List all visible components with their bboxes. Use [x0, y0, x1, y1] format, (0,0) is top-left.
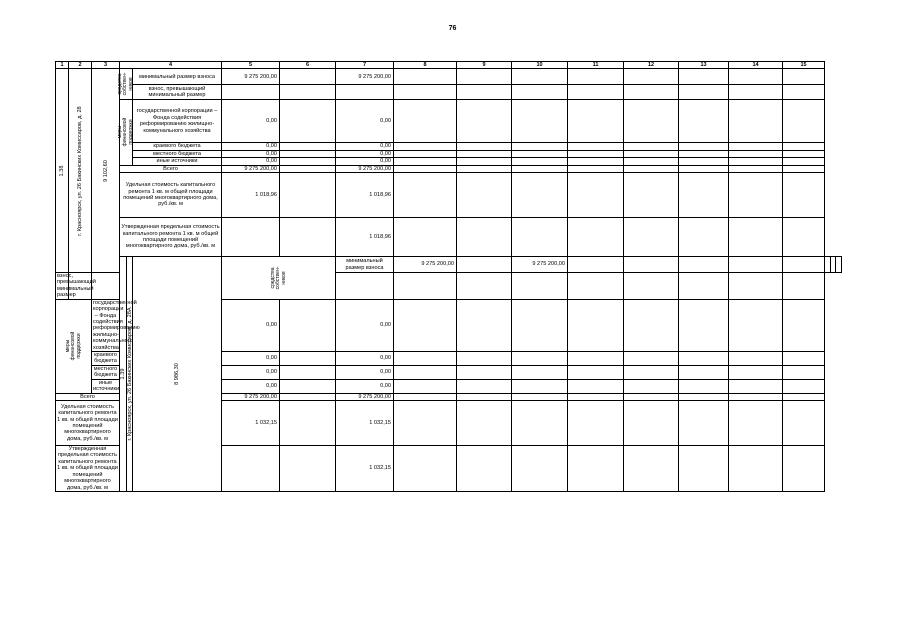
column-header: 13 [679, 62, 729, 69]
table-row [56, 150, 842, 157]
table-row [56, 257, 842, 273]
column-header: 5 [222, 62, 280, 69]
column-header: 1 [56, 62, 69, 69]
column-header: 7 [336, 62, 394, 69]
page-number: 76 [448, 25, 457, 32]
cell-value: 9 275 200,00 [512, 257, 568, 273]
support-measures-label: меры финансовой поддержки [56, 299, 92, 393]
cell-value: 0,00 [222, 299, 280, 351]
cell-value: 0,00 [336, 150, 394, 157]
unit-cost-label: Удельная стоимость капитального ремонта 1 кв. м общей площади помещений многоквартирного дома, руб./кв. м [120, 173, 222, 218]
owner-funds-label: средства собствен- ников [120, 69, 133, 100]
cell-value: 0,00 [336, 379, 394, 393]
table-row [56, 158, 842, 165]
cell-value: 0,00 [336, 352, 394, 366]
record-number: 1.38 [56, 69, 69, 273]
cell-value: 0,00 [222, 150, 280, 157]
min-contribution-label: минимальный размер взноса [133, 69, 222, 85]
record-area: 8 986,30 [133, 257, 222, 492]
regional-budget-label: краевого бюджета [133, 143, 222, 150]
column-header: 8 [394, 62, 457, 69]
cell-value: 9 275 200,00 [222, 69, 280, 85]
regional-budget-label: краевого бюджета [92, 352, 120, 366]
local-budget-label: местного бюджета [92, 365, 120, 379]
column-header: 2 [69, 62, 92, 69]
approved-limit-label: Утвержденная предельная стоимость капитального ремонта 1 кв. м общей площади помещений многоквартирного дома, руб./кв. м [120, 218, 222, 257]
owner-funds-label: средства собствен- ников [222, 257, 336, 300]
cell-value: 1 018,96 [336, 218, 394, 257]
total-label: Всего [120, 165, 222, 172]
cell-value: 0,00 [336, 158, 394, 165]
cell-value: 0,00 [222, 158, 280, 165]
table-row [56, 218, 842, 257]
column-header: 9 [457, 62, 512, 69]
cell-value: 0,00 [222, 143, 280, 150]
column-header: 3 [92, 62, 120, 69]
column-header: 6 [280, 62, 336, 69]
cell-value: 0,00 [336, 143, 394, 150]
record-number: 1.39 [120, 257, 127, 492]
cell-value: 0,00 [222, 100, 280, 143]
cell-value: 9 275 200,00 [336, 393, 394, 400]
column-header: 14 [729, 62, 783, 69]
capital-repair-table [55, 61, 842, 492]
table-row [56, 100, 842, 143]
table-row [56, 85, 842, 100]
table-row [56, 143, 842, 150]
table-row [56, 165, 842, 172]
state-corp-label: государственной корпорации – Фонда содействия реформированию жилищно-коммунального хозяйства [133, 100, 222, 143]
cell-value: 0,00 [222, 379, 280, 393]
table-row [56, 69, 842, 85]
cell-value: 1 032,15 [336, 401, 394, 446]
cell-value: 0,00 [336, 100, 394, 143]
record-area: 9 102,60 [92, 69, 120, 273]
record-address: г. Красноярск, ул. 26 Бакинских Комиссаров, д. 28А [127, 257, 133, 492]
cell-value: 9 275 200,00 [336, 165, 394, 172]
cell-value: 9 275 200,00 [222, 393, 280, 400]
cell-value: 9 275 200,00 [394, 257, 457, 273]
state-corp-label: государственной корпорации – Фонда содействия реформированию жилищно-коммунального хозяйства [93, 299, 140, 351]
cell-value: 0,00 [336, 299, 394, 351]
cell-value: 1 018,96 [336, 173, 394, 218]
column-header: 11 [568, 62, 624, 69]
unit-cost-label: Удельная стоимость капитального ремонта 1 кв. м общей площади помещений многоквартирного дома, руб./кв. м [56, 401, 120, 446]
support-measures-label: меры финансовой поддержки [120, 100, 133, 165]
cell-value: 1 018,96 [222, 173, 280, 218]
cell-value: 1 032,15 [222, 401, 280, 446]
approved-limit-label: Утвержденная предельная стоимость капитального ремонта 1 кв. м общей площади помещений многоквартирного дома, руб./кв. м [57, 446, 118, 491]
table-row [56, 173, 842, 218]
cell-value: 0,00 [336, 365, 394, 379]
column-header: 12 [624, 62, 679, 69]
column-header: 10 [512, 62, 568, 69]
total-label: Всего [56, 393, 120, 400]
cell-value: 9 275 200,00 [222, 165, 280, 172]
other-sources-label: иные источники [93, 379, 120, 393]
excess-contribution-label: взнос, превышающий минимальный размер [133, 85, 222, 100]
min-contribution-label: минимальный размер взноса [336, 257, 394, 273]
column-header: 4 [120, 62, 222, 69]
column-header: 15 [783, 62, 825, 69]
column-number-row [56, 62, 842, 69]
other-sources-label: иные источники [133, 158, 222, 165]
record-address: г. Красноярск, ул. 26 Бакинских Комиссаров, д. 28 [69, 69, 92, 273]
cell-value: 0,00 [222, 352, 280, 366]
cell-value: 1 032,15 [336, 446, 394, 492]
excess-contribution-label: взнос, превышающий минимальный размер [57, 273, 96, 299]
cell-value: 0,00 [222, 365, 280, 379]
cell-value: 9 275 200,00 [336, 69, 394, 85]
local-budget-label: местного бюджета [133, 150, 222, 157]
